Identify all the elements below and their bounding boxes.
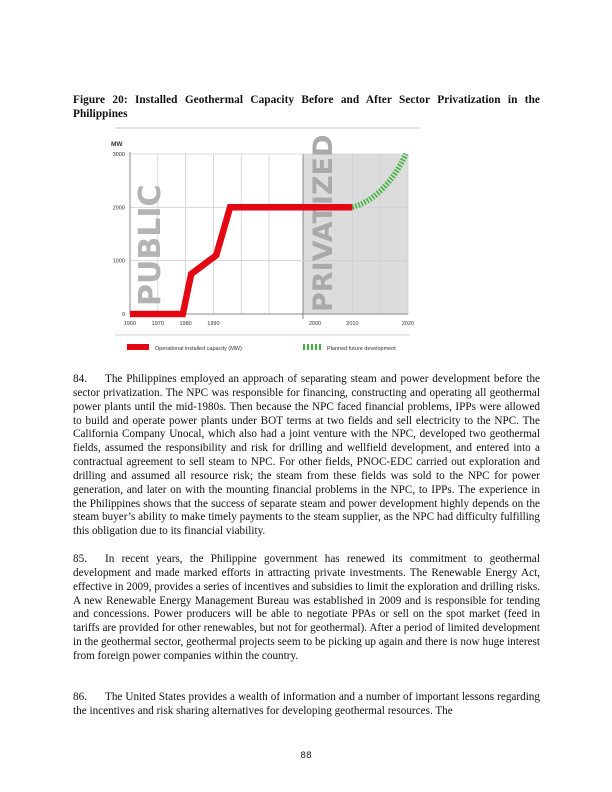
y-tick-0: 0	[121, 312, 125, 318]
figure-title-text: Figure 20: Installed Geothermal Capacity Before and After Sector Privatization in the Philippines	[73, 94, 540, 120]
y-axis-unit: MW	[111, 141, 123, 148]
chart-svg	[100, 126, 440, 366]
paragraph-86	[73, 691, 540, 719]
x-tick-2010: 2010	[346, 321, 359, 327]
paragraph-number: 86.	[73, 691, 87, 703]
x-tick-1990: 1990	[207, 321, 220, 327]
x-tick-1980: 1980	[179, 321, 192, 327]
public-label: PUBLIC	[133, 184, 168, 306]
figure-caption	[73, 93, 540, 121]
y-tick-1000: 1000	[112, 258, 125, 265]
privatized-label: PRIVATIZED	[308, 134, 339, 312]
paragraph-84	[73, 373, 540, 539]
y-tick-3000: 3000	[112, 152, 125, 158]
paragraph-text: The Philippines employed an approach of separating steam and power development before the sector privatization. The NPC was responsible for financing, constructing and operating all geothermal power plants until the mid-1980s. Then because the NPC faced financial problems, IPPs were allowed to build and operate power plants under BOT terms at two fields and sell electricity to the NPC. The California Company Unocal, which also had a joint venture with the NPC, developed two geothermal fields, assumed the responsibility and risk for drilling and wellfield development, and entered into a contractual agreement to sell steam to NPC. For other fields, PNOC-EDC carried out exploration and drilling and assumed all resource risk; the steam from these fields was sold to the NPC for power generation, and later on with the mounting financial problems in the NPC, to IPPs. The experience in the Philippines shows that the success of separate steam and power development highly depends on the steam buyer’s ability to make timely payments to the steam supplier, as the NPC had difficulty fulfilling this obligation due to its financial viability.	[73, 373, 540, 538]
x-tick-1970: 1970	[151, 321, 164, 327]
capacity-chart	[100, 126, 440, 366]
x-tick-1960: 1960	[123, 321, 137, 327]
legend-operational-label: Operational installed capacity (MW)	[155, 346, 242, 352]
page-number: 88	[300, 751, 312, 761]
paragraph-text: The United States provides a wealth of information and a number of important lessons regarding the incentives and risk sharing alternatives for developing geothermal resources. The	[73, 691, 540, 717]
legend-planned-swatch	[303, 344, 321, 350]
paragraph-number: 84.	[73, 373, 87, 385]
paragraph-text: In recent years, the Philippine government has renewed its commitment to geothermal development and made marked efforts in attracting private investments. The Renewable Energy Act, effective in 2009, provides a series of incentives and subsidies to limit the exploration and drilling risks. A new Renewable Energy Management Bureau was established in 2009 and is responsible for tending and concessions. Power producers will be able to negotiate PPAs or sell on the spot market (feed in tariffs are provided for other renewables, but not for geothermal). After a period of limited development in the geothermal sector, geothermal projects seem to be picking up again and there is now huge interest from foreign power companies within the country.	[73, 553, 540, 662]
y-tick-2000: 2000	[112, 205, 125, 212]
x-tick-2000: 2000	[308, 321, 322, 327]
legend-planned-label: Planned future development	[327, 346, 396, 352]
x-tick-2020: 2020	[401, 321, 415, 327]
paragraph-85	[73, 553, 540, 664]
legend-operational-swatch	[127, 344, 149, 350]
paragraph-number: 85.	[73, 553, 87, 565]
